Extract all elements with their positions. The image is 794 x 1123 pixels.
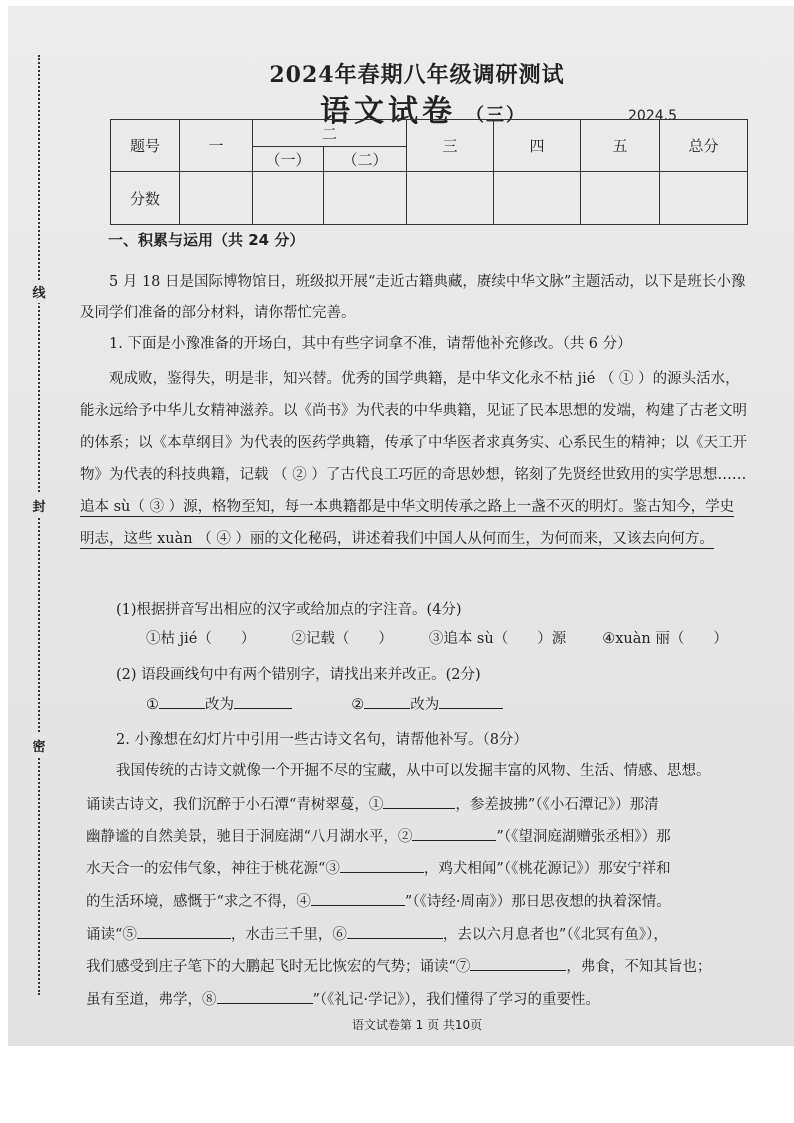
col-5: 五	[581, 120, 660, 172]
score-cell-5[interactable]	[581, 172, 660, 225]
answer-item-1[interactable]: ①枯 jié（ ）	[146, 631, 256, 647]
col-2-sub-2: （二）	[324, 147, 407, 172]
binding-dotted-line	[38, 55, 40, 995]
margin-label-mi: 密	[32, 734, 46, 757]
exam-date: 2024.5	[628, 108, 677, 124]
passage	[80, 363, 748, 555]
sub-question-2: (2) 语段画线句中有两个错别字，请找出来并改正。(2分)	[116, 667, 481, 683]
subject-name: 语文试卷	[320, 94, 456, 129]
col-2-sub-1: （一）	[253, 147, 324, 172]
correction-2-wrong-blank[interactable]	[364, 692, 410, 709]
col-1: 一	[180, 120, 253, 172]
poem-line-7: 我们感受到庄子笔下的大鹏起飞时无比恢宏的气势；诵读“⑦ ，弗食，不知其旨也；	[86, 954, 711, 976]
score-cell-total[interactable]	[660, 172, 748, 225]
poem-line-6: 诵读“⑤ ，水击三千里，⑥ ，去以六月息者也”（《北冥有鱼》），	[86, 922, 668, 944]
section-heading-1: 一、积累与运用（共 24 分）	[108, 231, 305, 249]
col-4: 四	[494, 120, 581, 172]
poem-line-5: 的生活环境，感慨于“求之不得，④ ”（《诗经·周南》）那日思夜想的执着深情。	[86, 889, 671, 911]
label-tihao: 题号	[111, 120, 180, 172]
question-1: 1. 下面是小豫准备的开场白，其中有些字词拿不准，请帮他补充修改。（共 6 分）	[109, 336, 632, 352]
passage-underlined: 追本 sù（ ③ ）源，格物至知，每一本典籍都是中华文明传承之路上一盏不灭的明灯。鉴古知今，学史明志，这些 xuàn （ ④ ）丽的文化秘码，讲述着我们中国人从何而生，为何而来，又该去向何方。	[80, 499, 735, 547]
label-fenshu: 分数	[111, 172, 180, 225]
blank-4[interactable]	[311, 889, 405, 906]
question-2: 2. 小豫想在幻灯片中引用一些古诗文名句，请帮他补写。（8分）	[116, 732, 528, 748]
poem-line-4: 水天合一的宏伟气象，神往于桃花源“③ ，鸡犬相闻”（《桃花源记》）那安宁祥和	[86, 856, 671, 878]
page-footer: 语文试卷第 1 页 共10页	[351, 1018, 483, 1032]
poem-line-8: 虽有至道，弗学，⑧ ”（《礼记·学记》），我们懂得了学习的重要性。	[86, 987, 600, 1009]
score-cell-1[interactable]	[180, 172, 253, 225]
correction-2-label: ②	[351, 697, 365, 713]
answer-item-2[interactable]: ②记载（ ）	[291, 631, 393, 647]
col-3: 三	[407, 120, 494, 172]
exam-title: 2024年春期八年级调研测试	[269, 62, 565, 88]
margin-label-feng: 封	[32, 494, 46, 517]
answer-item-4[interactable]: ④xuàn 丽（ ）	[602, 631, 728, 647]
blank-3[interactable]	[340, 856, 424, 873]
correction-1-arrow: 改为	[205, 697, 234, 713]
poem-line-2: 诵读古诗文，我们沉醉于小石潭“青树翠蔓，① ，参差披拂”（《小石潭记》）那清	[86, 792, 659, 814]
poem-line-3: 幽静谧的自然美景，驰目于洞庭湖“八月湖水平，② ”（《望洞庭湖赠张丞相》）那	[86, 824, 671, 846]
blank-6[interactable]	[347, 922, 443, 939]
passage-part-1: 观成败，鉴得失，明是非，知兴替。优秀的国学典籍，是中华文化永不枯 jié （ ① ）的源头活水，能永远给予中华儿女精神滋养。以《尚书》为代表的中华典籍，见证了民本思想的发端，构建了古老文明的体系；以《本草纲目》为代表的医药学典籍，传承了中华医者求真务实、心系民生的精神；以《天工开物》为代表的科技典籍，记载 （ ② ）了古代良工巧匠的奇思妙想，铭刻了先贤经世致用的实学思想……	[80, 371, 747, 483]
correction-2-right-blank[interactable]	[439, 692, 503, 709]
sub-question-2-items	[146, 692, 503, 714]
blank-5[interactable]	[137, 922, 231, 939]
blank-1[interactable]	[383, 792, 455, 809]
col-total: 总分	[660, 120, 748, 172]
blank-7[interactable]	[470, 954, 566, 971]
intro-paragraph: 5 月 18 日是国际博物馆日，班级拟开展“走近古籍典藏，赓续中华文脉”主题活动，以下是班长小豫及同学们准备的部分材料，请你帮忙完善。	[80, 274, 746, 321]
blank-2[interactable]	[412, 824, 496, 841]
answer-item-3[interactable]: ③追本 sù（ ）源	[428, 631, 567, 647]
poem-line-1: 我国传统的古诗文就像一个开掘不尽的宝藏，从中可以发掘丰富的风物、生活、情感、思想。	[116, 763, 711, 779]
correction-1-right-blank[interactable]	[234, 692, 292, 709]
sub-question-1-items	[146, 627, 728, 648]
sub-question-1: (1)根据拼音写出相应的汉字或给加点的字注音。(4分)	[116, 602, 462, 618]
correction-2-arrow: 改为	[410, 697, 440, 713]
score-cell-2-1[interactable]	[253, 172, 324, 225]
score-cell-2-2[interactable]	[324, 172, 407, 225]
correction-1-wrong-blank[interactable]	[159, 692, 205, 709]
score-table	[110, 119, 748, 225]
paper-number: （三）	[466, 105, 526, 126]
correction-1-label: ①	[146, 697, 159, 713]
score-cell-3[interactable]	[407, 172, 494, 225]
col-2: 二	[253, 120, 407, 147]
score-cell-4[interactable]	[494, 172, 581, 225]
blank-8[interactable]	[217, 987, 313, 1004]
margin-label-xian: 线	[32, 280, 46, 303]
